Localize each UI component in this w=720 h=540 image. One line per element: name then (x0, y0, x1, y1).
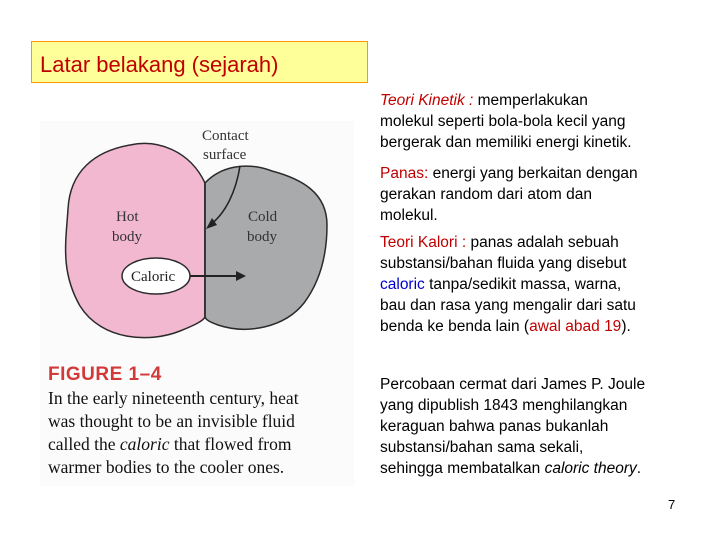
term-heat: Panas: (380, 165, 429, 182)
text-line: substansi/bahan sama sekali, (380, 439, 584, 456)
text-line (380, 458, 645, 479)
term-caloric: caloric (380, 276, 425, 293)
text-line: gerakan random dari atom dan (380, 186, 592, 203)
text-line (380, 316, 636, 337)
paragraph-caloric-theory (380, 232, 636, 337)
caption-emphasis: caloric (119, 434, 170, 454)
caption-line (48, 433, 352, 456)
caption-line: In the early nineteenth century, heat (48, 388, 299, 408)
page-title: Latar belakang (sejarah) (40, 52, 279, 77)
text-line (380, 90, 632, 111)
hot-label-1: Hot (116, 209, 139, 225)
text-line: molekul seperti bola-bola kecil yang (380, 113, 626, 130)
contact-label-1: Contact (202, 128, 249, 144)
hot-label-2: body (112, 229, 142, 245)
figure-title: FIGURE 1–4 (48, 364, 162, 385)
page-number: 7 (668, 497, 676, 512)
text-segment: energi yang berkaitan dengan (428, 165, 638, 182)
cold-body-shape (205, 166, 327, 329)
text-line: substansi/bahan fluida yang disebut (380, 255, 627, 272)
text-segment: benda ke benda lain ( (380, 318, 530, 335)
early-19th-century: awal abad 19 (529, 318, 622, 335)
text-line: keraguan bahwa panas bukanlah (380, 418, 609, 435)
caption-line: was thought to be an invisible fluid (48, 411, 295, 431)
caloric-theory-emphasis: caloric theory (544, 460, 637, 477)
text-segment: memperlakukan (473, 92, 588, 109)
contact-label-2: surface (203, 147, 247, 163)
caption-text: called the (48, 434, 120, 454)
text-segment: sehingga membatalkan (380, 460, 545, 477)
caloric-label: Caloric (131, 269, 176, 285)
paragraph-kinetic-theory (380, 90, 632, 153)
text-segment: tanpa/sedikit massa, warna, (424, 276, 622, 293)
caloric-diagram (40, 121, 354, 361)
text-segment: panas adalah sebuah (466, 234, 619, 251)
caption-line: warmer bodies to the cooler ones. (48, 457, 285, 477)
text-line (380, 232, 636, 253)
text-line: bergerak dan memiliki energi kinetik. (380, 134, 632, 151)
text-line (380, 274, 636, 295)
term-kinetic-theory: Teori Kinetik : (380, 92, 474, 109)
text-line: molekul. (380, 207, 438, 224)
text-segment: . (636, 460, 642, 477)
figure-caption (48, 387, 352, 479)
cold-label-2: body (247, 229, 277, 245)
caption-text: that flowed from (169, 434, 292, 454)
text-line: Percobaan cermat dari James P. Joule (380, 376, 646, 393)
paragraph-joule (380, 374, 645, 479)
paragraph-heat (380, 163, 638, 226)
text-line: yang dipublish 1843 menghilangkan (380, 397, 628, 414)
text-segment: ). (621, 318, 631, 335)
cold-label-1: Cold (248, 209, 278, 225)
figure-1-4 (40, 121, 354, 486)
term-caloric-theory: Teori Kalori : (380, 234, 467, 251)
text-line (380, 163, 638, 184)
text-line: bau dan rasa yang mengalir dari satu (380, 297, 636, 314)
